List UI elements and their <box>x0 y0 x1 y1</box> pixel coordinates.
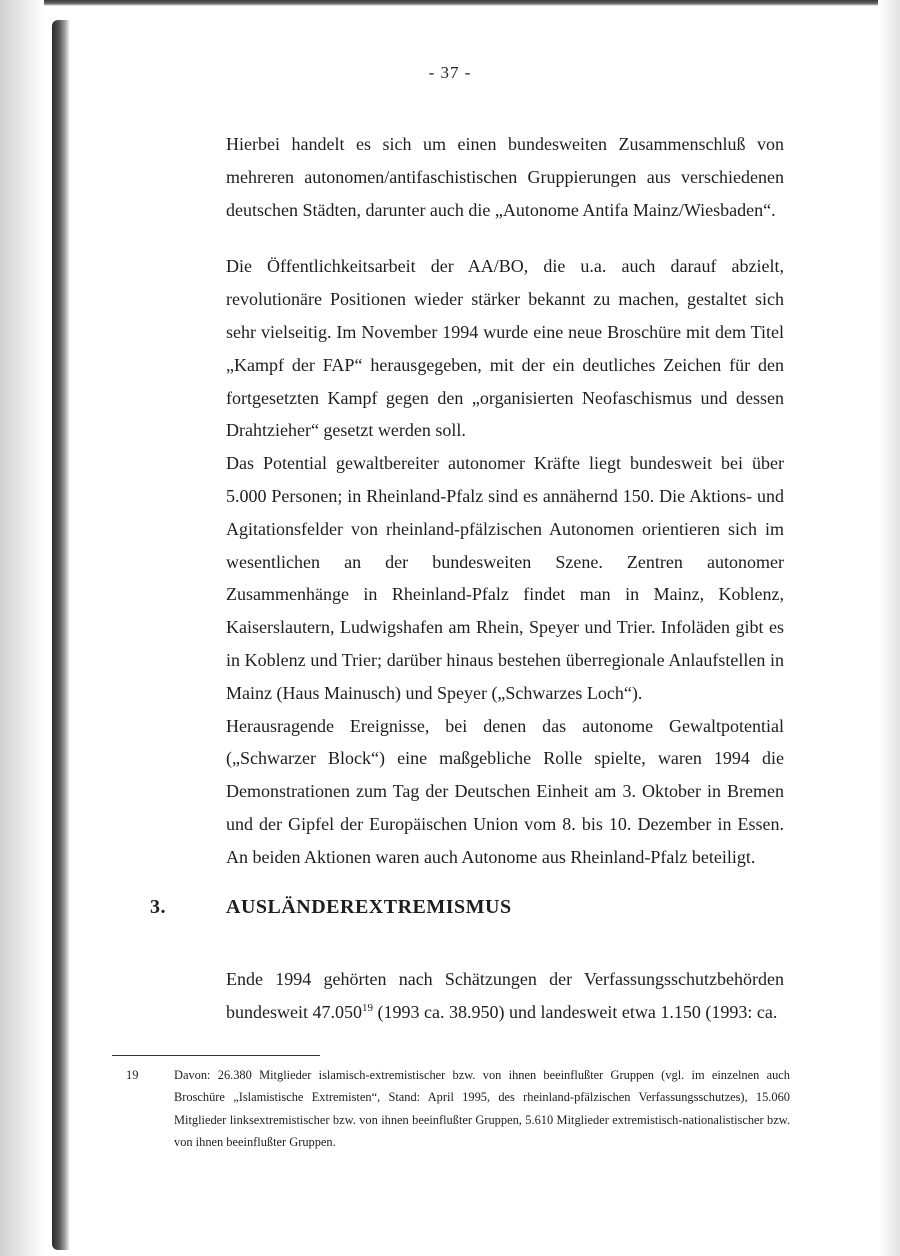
section-title: AUSLÄNDEREXTREMISMUS <box>226 896 512 918</box>
section-text-part-1: Ende 1994 gehörten nach Schätzungen der Verfassungsschutzbehörden bundesweit 47.050 <box>226 969 784 1022</box>
paragraph-2: Die Öffentlichkeitsarbeit der AA/BO, die u.a. auch darauf abzielt, revolutionäre Positionen wieder stärker bekannt zu machen, gestaltet sich sehr vielseitig. Im November 1994 wurde eine neue Broschüre mit dem Titel „Kampf der FAP“ herausgegeben, mit der ein deutliches Zeichen für den fortgesetzten Kampf gegen den „organisierten Neofaschismus und dessen Drahtzieher“ gesetzt werden soll. <box>226 256 784 441</box>
footnote-number: 19 <box>126 1068 139 1082</box>
scan-edge-top <box>0 0 900 6</box>
footnote <box>126 1064 790 1153</box>
footnote-text: Davon: 26.380 Mitglieder islamisch-extremistischer bzw. von ihnen beeinflußter Gruppen (vgl. im einzelnen auch Broschüre „Islamistische Extremisten“, Stand: April 1995, des rheinland-pfälzischen Verfassungsschutzes), 15.060 Mitglieder linksextremistischer bzw. von ihnen beeinflußter Gruppen, 5.610 Mitglieder extremistisch-nationalistischer bzw. von ihnen beeinflußter Gruppen. <box>174 1068 790 1149</box>
section-number: 3. <box>150 896 166 918</box>
section-heading <box>150 896 512 919</box>
page-number: - 37 - <box>428 63 472 82</box>
scan-edge-right <box>878 0 900 1256</box>
main-text <box>226 128 784 874</box>
scan-binding-shadow <box>52 20 70 1250</box>
section-text-part-2: (1993 ca. 38.950) und landesweit etwa 1.150 (1993: ca. <box>372 1002 778 1022</box>
paragraph-3: Das Potential gewaltbereiter autonomer Kräfte liegt bundesweit bei über 5.000 Personen; in Rheinland-Pfalz sind es annähernd 150. Die Aktions- und Agitationsfelder von rheinland-pfälzischen Autonomen orientieren sich im wesentlichen an der bundesweiten Szene. Zentren autonomer Zusammenhänge in Rheinland-Pfalz findet man in Mainz, Koblenz, Kaiserslautern, Ludwigshafen am Rhein, Speyer und Trier. Infoläden gibt es in Koblenz und Trier; darüber hinaus bestehen überregionale Anlaufstellen in Mainz (Haus Mainusch) und Speyer („Schwarzes Loch“). <box>226 453 784 703</box>
paragraph-4: Herausragende Ereignisse, bei denen das autonome Gewaltpotential („Schwarzer Block“) eine maßgebliche Rolle spielte, waren 1994 die Demonstrationen zum Tag der Deutschen Einheit am 3. Oktober in Bremen und der Gipfel der Europäischen Union vom 8. bis 10. Dezember in Essen. An beiden Aktionen waren auch Autonome aus Rheinland-Pfalz beteiligt. <box>226 715 784 867</box>
paragraph-1: Hierbei handelt es sich um einen bundesweiten Zusammenschluß von mehreren autonomen/antifaschistischen Gruppierungen aus verschiedenen deutschen Städten, darunter auch die „Autonome Antifa Mainz/Wiesbaden“. <box>226 134 784 220</box>
footnote-reference: 19 <box>361 1002 373 1014</box>
footnote-separator <box>112 1055 320 1056</box>
section-text <box>226 963 784 1029</box>
scan-edge-left <box>0 0 44 1256</box>
